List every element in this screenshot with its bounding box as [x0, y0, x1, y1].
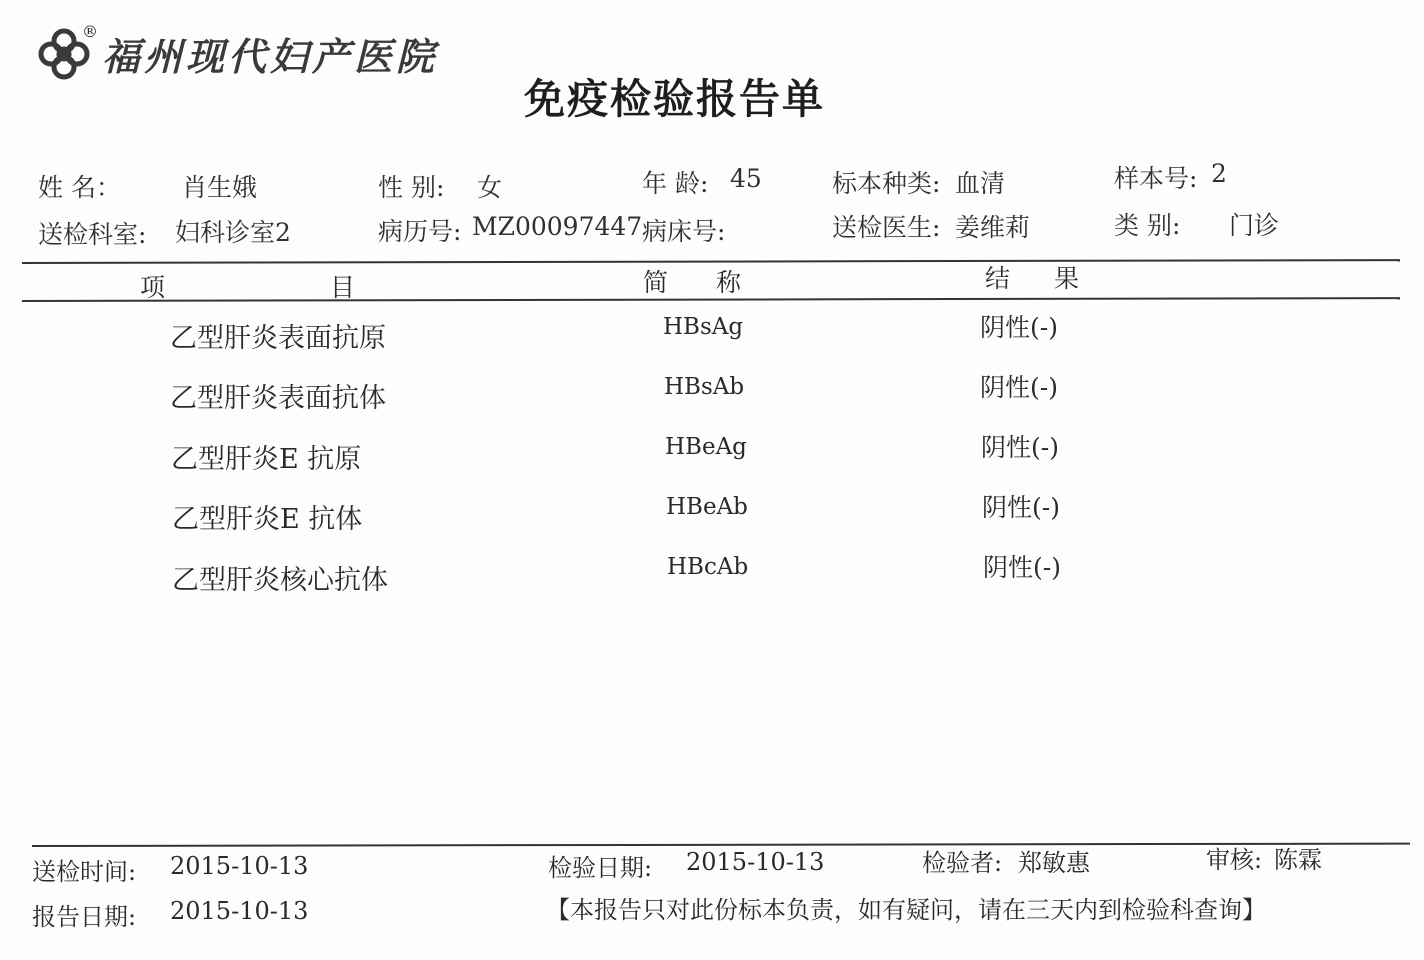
department-label: 送检科室:	[38, 220, 147, 249]
test-item: 乙型肝炎表面抗原	[170, 323, 386, 354]
test-result: 阴性(-)	[980, 373, 1058, 402]
department: 妇科诊室2	[175, 218, 291, 247]
test-abbr: HBsAb	[664, 374, 745, 400]
test-abbr: HBeAb	[666, 494, 748, 520]
record-no: MZ00097447	[472, 212, 643, 241]
test-abbr: HBcAb	[667, 554, 749, 580]
flower-logo-icon	[41, 31, 87, 77]
header-item-1: 项	[140, 273, 166, 302]
header-item-2: 目	[330, 273, 356, 302]
test-abbr: HBsAg	[663, 314, 744, 340]
report-title: 免疫检验报告单	[524, 75, 825, 123]
report-date-label: 报告日期:	[32, 903, 137, 931]
specimen-type-label: 标本种类:	[832, 169, 941, 198]
registered-mark: ®	[82, 22, 98, 41]
test-date: 2015-10-13	[686, 848, 825, 876]
test-abbr: HBeAg	[665, 434, 747, 460]
test-date-label: 检验日期:	[548, 854, 653, 882]
sample-no: 2	[1211, 159, 1227, 188]
sample-no-label: 样本号:	[1114, 164, 1198, 193]
test-result: 阴性(-)	[981, 433, 1059, 462]
test-item: 乙型肝炎E 抗原	[171, 444, 362, 475]
test-result: 阴性(-)	[982, 493, 1060, 522]
tester-label: 检验者:	[922, 849, 1003, 877]
header-abbr-2: 称	[716, 268, 742, 297]
report-date: 2015-10-13	[170, 897, 309, 925]
table-header-rule	[22, 297, 1400, 302]
reviewer: 陈霖	[1274, 846, 1322, 874]
test-item: 乙型肝炎E 抗体	[172, 504, 363, 535]
category-label: 类 别:	[1114, 211, 1181, 240]
patient-age: 45	[730, 164, 762, 193]
record-no-label: 病历号:	[378, 217, 462, 246]
reviewer-label: 审核:	[1206, 846, 1263, 874]
specimen-type: 血清	[955, 169, 1006, 198]
disclaimer: 【本报告只对此份标本负责，如有疑问，请在三天内到检验科查询】	[546, 896, 1266, 924]
test-result: 阴性(-)	[980, 313, 1058, 342]
age-label: 年 龄:	[642, 169, 709, 198]
submit-time-label: 送检时间:	[32, 858, 137, 886]
test-item: 乙型肝炎表面抗体	[170, 383, 386, 414]
test-item: 乙型肝炎核心抗体	[172, 565, 388, 596]
header-result-2: 果	[1054, 264, 1080, 293]
category: 门诊	[1229, 211, 1280, 240]
patient-name: 肖生娥	[182, 173, 258, 202]
hospital-name: 福州现代妇产医院	[102, 34, 439, 79]
header-result-1: 结	[985, 264, 1011, 293]
submit-time: 2015-10-13	[170, 852, 309, 880]
patient-gender: 女	[477, 173, 503, 202]
doctor-label: 送检医生:	[832, 213, 941, 242]
doctor: 姜维莉	[955, 213, 1031, 242]
name-label: 姓 名：	[38, 173, 121, 202]
bed-no-label: 病床号:	[642, 217, 726, 246]
table-top-rule	[22, 259, 1400, 264]
tester: 郑敏惠	[1018, 849, 1090, 877]
header-abbr-1: 简	[643, 268, 669, 297]
test-result: 阴性(-)	[983, 553, 1061, 582]
gender-label: 性 别:	[378, 173, 445, 202]
footer-rule	[32, 843, 1410, 847]
